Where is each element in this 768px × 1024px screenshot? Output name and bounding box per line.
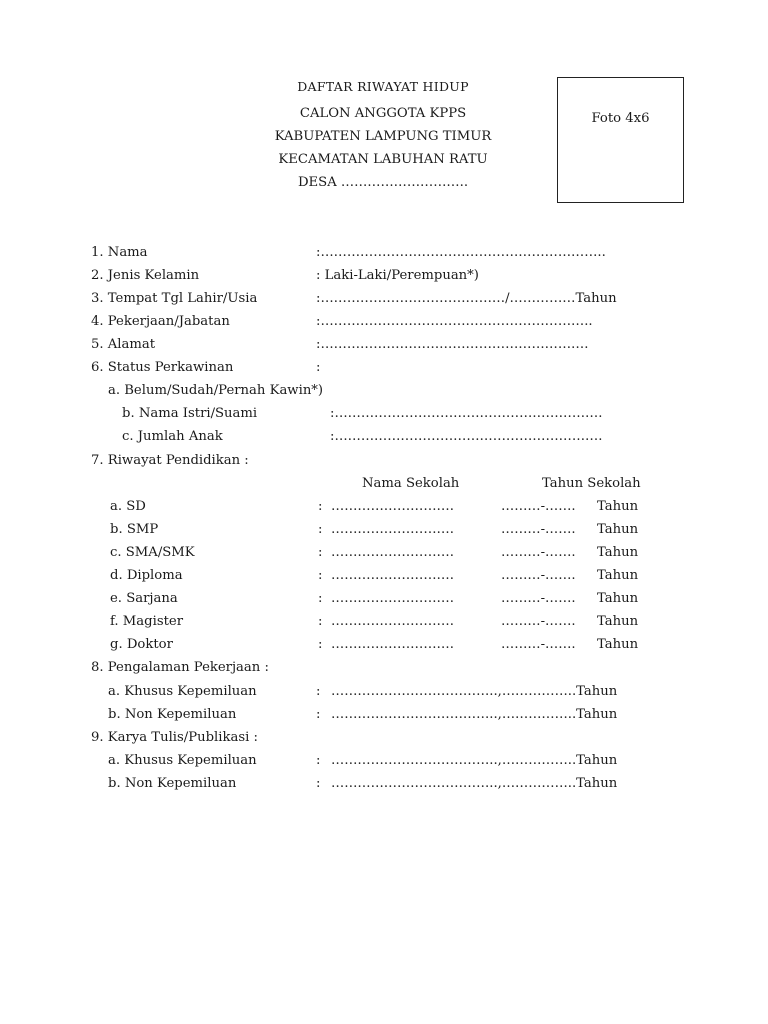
- experience-colon: :: [316, 707, 321, 722]
- education-years-value: ………-…….: [501, 591, 576, 606]
- field-job-label: 4. Pekerjaan/Jabatan: [91, 314, 230, 329]
- education-unit-label: Tahun: [597, 591, 639, 606]
- education-level-label: e. Sarjana: [110, 591, 178, 606]
- field-job-value: :……………………………………………………..: [316, 314, 593, 329]
- education-unit-label: Tahun: [597, 614, 639, 629]
- field-name-label: 1. Nama: [91, 245, 148, 260]
- education-colon: :: [318, 637, 323, 652]
- experience-title: 8. Pengalaman Pekerjaan :: [91, 660, 269, 675]
- education-school-value: ……………………….: [331, 522, 454, 537]
- doc-subtitle-kpps: CALON ANGGOTA KPPS: [299, 106, 467, 121]
- spouse-name-label: b. Nama Istri/Suami: [122, 406, 258, 421]
- marital-status-options: a. Belum/Sudah/Pernah Kawin*): [108, 383, 324, 398]
- experience-item-label: b. Non Kepemiluan: [108, 707, 237, 722]
- field-gender-label: 2. Jenis Kelamin: [91, 268, 200, 283]
- experience-item-value: ………………………………..,……………..Tahun: [331, 707, 618, 722]
- publication-item-value: ………………………………..,……………..Tahun: [331, 776, 618, 791]
- experience-colon: :: [316, 684, 321, 699]
- education-unit-label: Tahun: [597, 499, 639, 514]
- education-colon: :: [318, 499, 323, 514]
- education-years-value: ………-…….: [501, 545, 576, 560]
- photo-label: Foto 4x6: [591, 111, 650, 126]
- education-years-value: ………-…….: [501, 568, 576, 583]
- education-level-label: g. Doktor: [110, 637, 173, 652]
- education-years-value: ………-…….: [501, 499, 576, 514]
- field-birth-label: 3. Tempat Tgl Lahir/Usia: [91, 291, 258, 306]
- field-address-label: 5. Alamat: [91, 337, 156, 352]
- children-count-label: c. Jumlah Anak: [122, 429, 223, 444]
- education-level-label: f. Magister: [110, 614, 183, 629]
- experience-item-label: a. Khusus Kepemiluan: [108, 684, 257, 699]
- education-years-value: ………-…….: [501, 522, 576, 537]
- field-birth-value: :……………………………………/……………Tahun: [316, 291, 617, 306]
- photo-box: [557, 77, 684, 203]
- education-level-label: a. SD: [110, 499, 146, 514]
- education-school-value: ……………………….: [331, 614, 454, 629]
- education-level-label: c. SMA/SMK: [110, 545, 195, 560]
- doc-title: DAFTAR RIWAYAT HIDUP: [297, 79, 469, 94]
- doc-subtitle-desa: DESA ………………………..: [297, 175, 469, 190]
- education-col-year: Tahun Sekolah: [542, 476, 641, 491]
- doc-subtitle-kabupaten: KABUPATEN LAMPUNG TIMUR: [274, 129, 492, 144]
- education-years-value: ………-…….: [501, 637, 576, 652]
- education-school-value: ……………………….: [331, 591, 454, 606]
- publication-item-label: a. Khusus Kepemiluan: [108, 753, 257, 768]
- education-colon: :: [318, 591, 323, 606]
- publication-item-label: b. Non Kepemiluan: [108, 776, 237, 791]
- education-col-school: Nama Sekolah: [362, 476, 460, 491]
- education-colon: :: [318, 568, 323, 583]
- education-school-value: ……………………….: [331, 499, 454, 514]
- education-school-value: ……………………….: [331, 545, 454, 560]
- education-colon: :: [318, 545, 323, 560]
- education-years-value: ………-…….: [501, 614, 576, 629]
- spouse-name-value: :…………………………………………………….: [330, 406, 603, 421]
- field-address-value: :…………………………………………………….: [316, 337, 589, 352]
- experience-item-value: ………………………………..,……………..Tahun: [331, 684, 618, 699]
- publication-colon: :: [316, 776, 321, 791]
- education-school-value: ……………………….: [331, 568, 454, 583]
- education-school-value: ……………………….: [331, 637, 454, 652]
- field-marital-label: 6. Status Perkawinan: [91, 360, 234, 375]
- education-title: 7. Riwayat Pendidikan :: [91, 453, 249, 468]
- education-unit-label: Tahun: [597, 568, 639, 583]
- education-unit-label: Tahun: [597, 545, 639, 560]
- field-marital-value: :: [316, 360, 321, 375]
- publication-colon: :: [316, 753, 321, 768]
- publications-title: 9. Karya Tulis/Publikasi :: [91, 730, 258, 745]
- education-colon: :: [318, 614, 323, 629]
- education-level-label: d. Diploma: [110, 568, 183, 583]
- education-unit-label: Tahun: [597, 522, 639, 537]
- doc-subtitle-kecamatan: KECAMATAN LABUHAN RATU: [278, 152, 488, 167]
- education-colon: :: [318, 522, 323, 537]
- field-name-value: :………………………………………………………..: [316, 245, 606, 260]
- field-gender-value: : Laki-Laki/Perempuan*): [316, 268, 479, 283]
- children-count-value: :…………………………………………………….: [330, 429, 603, 444]
- education-unit-label: Tahun: [597, 637, 639, 652]
- education-level-label: b. SMP: [110, 522, 159, 537]
- publication-item-value: ………………………………..,……………..Tahun: [331, 753, 618, 768]
